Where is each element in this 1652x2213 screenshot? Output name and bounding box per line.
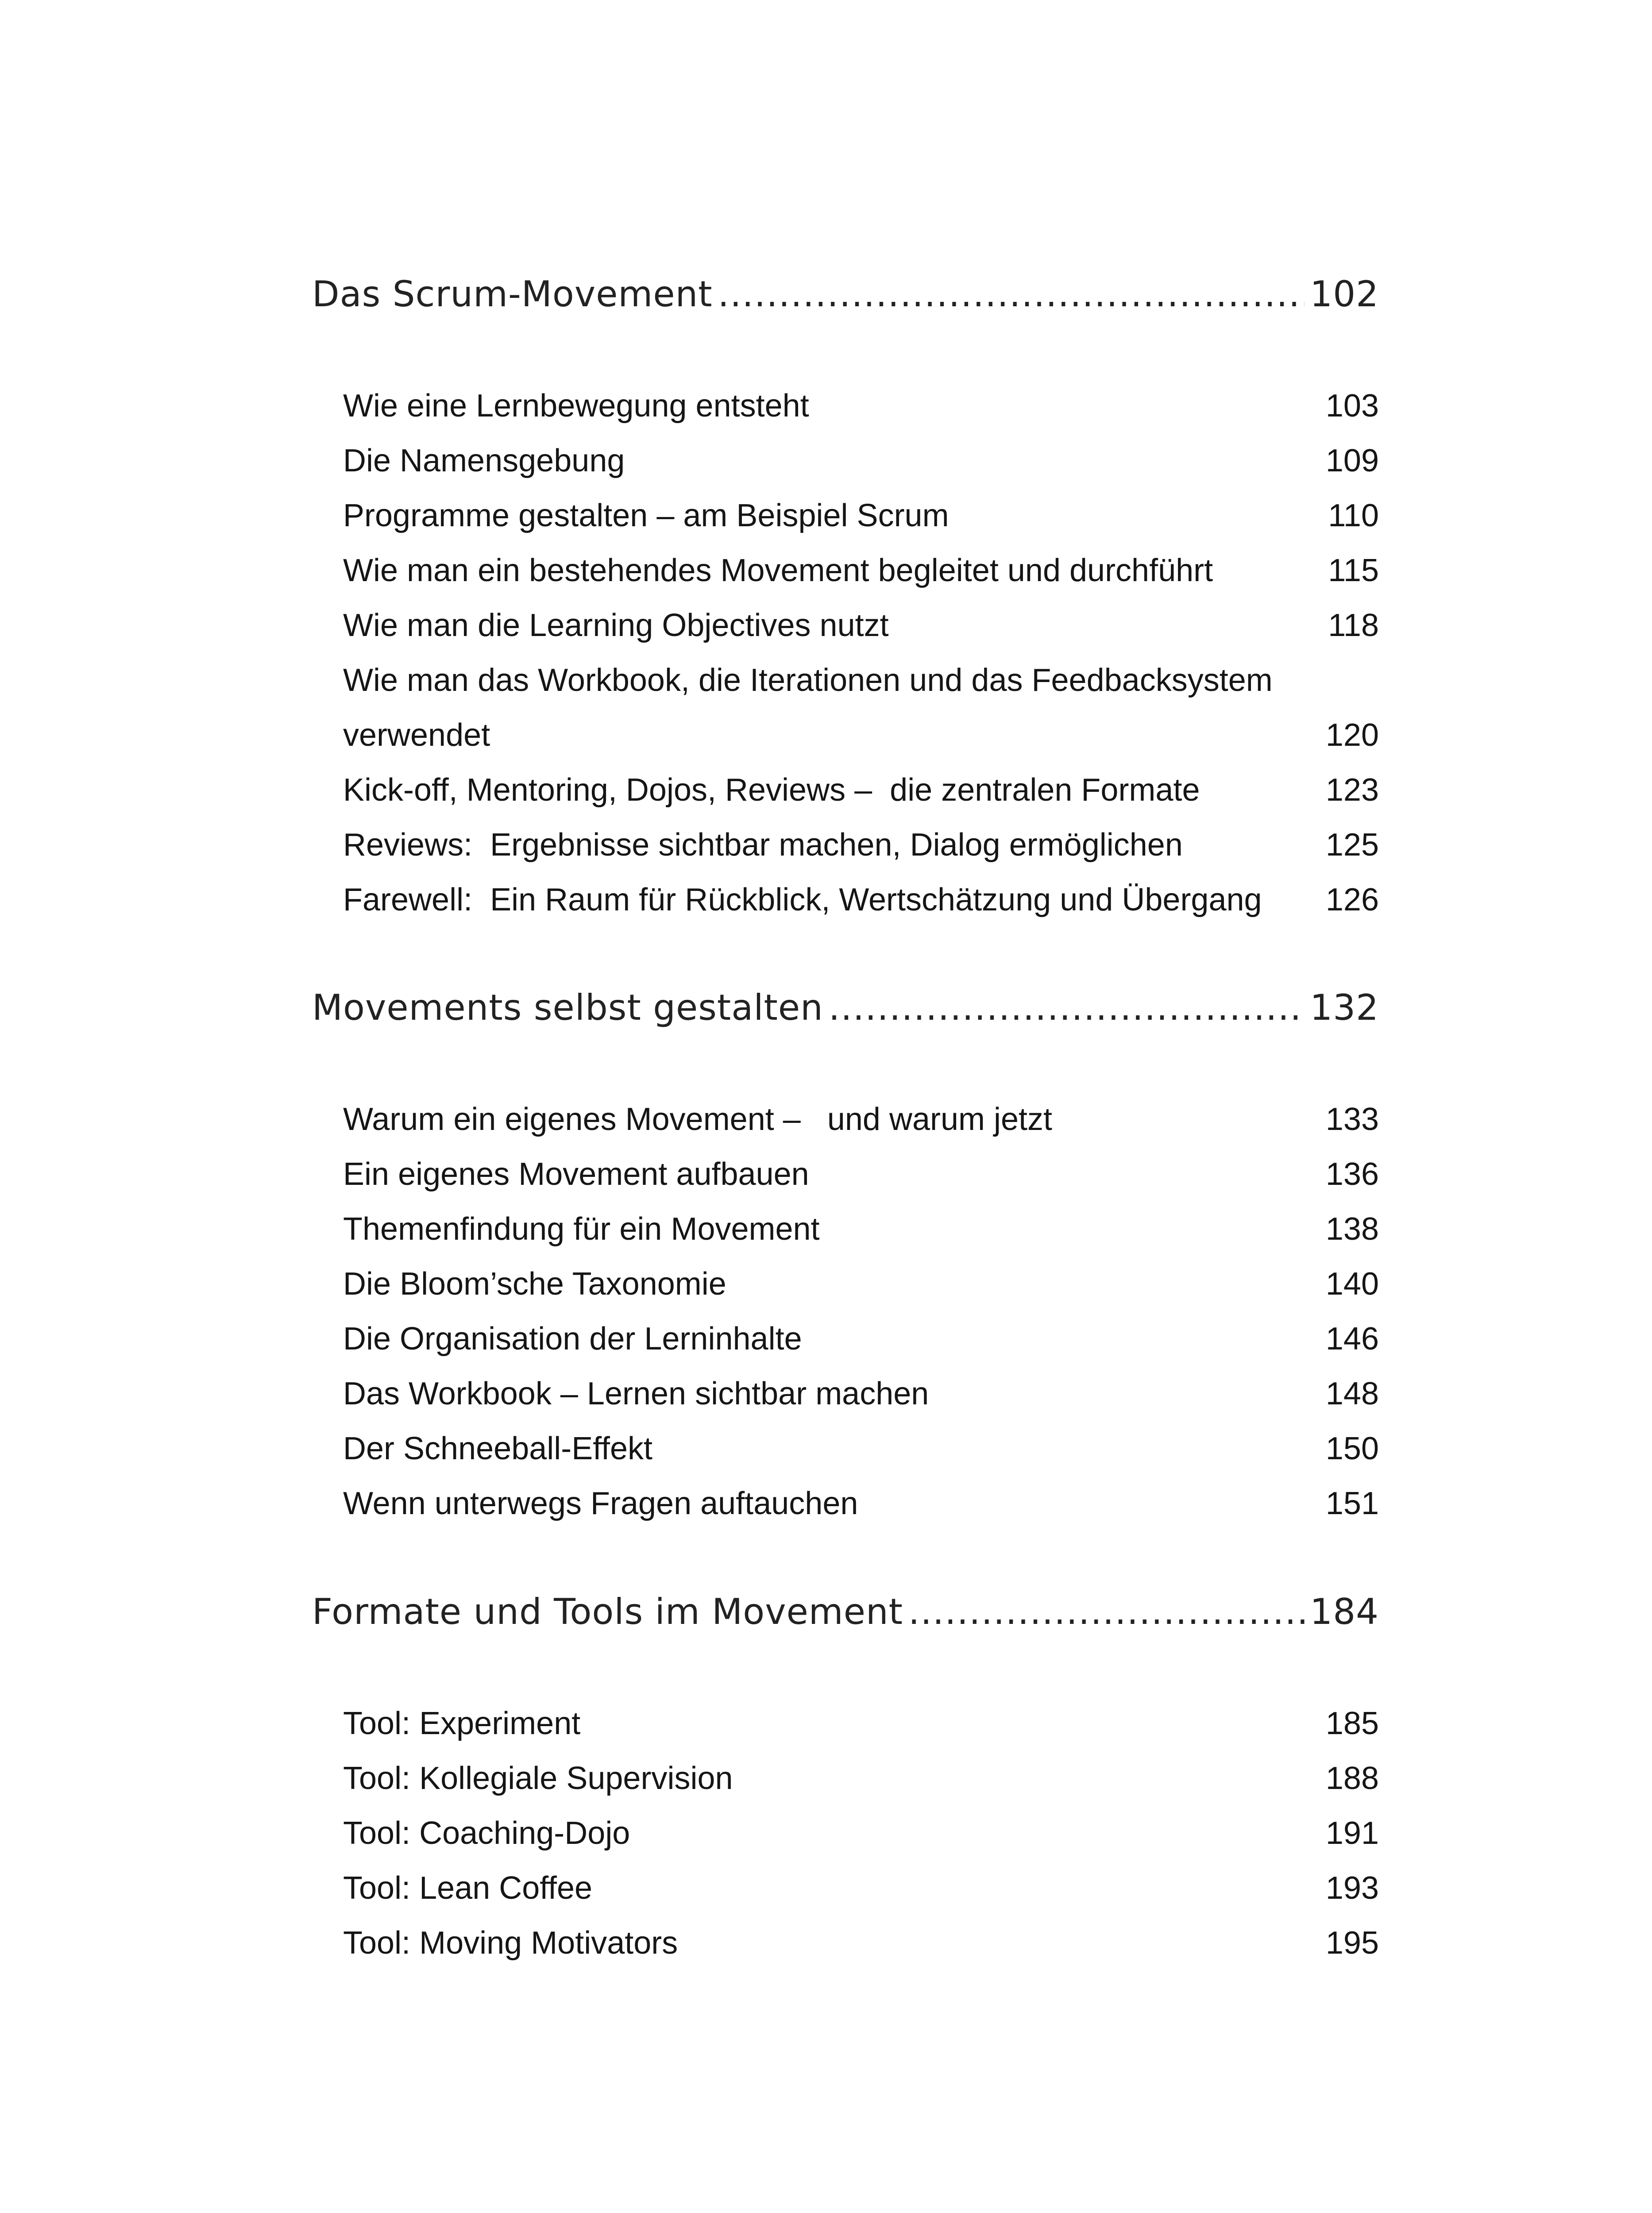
section-title: Formate und Tools im Movement xyxy=(312,1591,903,1632)
entry-page-number: 125 xyxy=(1325,827,1379,863)
entry-title: Tool: Coaching-Dojo xyxy=(343,1816,630,1851)
toc-entry[interactable] xyxy=(343,1366,1379,1421)
entry-page-number: 120 xyxy=(1325,717,1379,753)
entry-page-number: 103 xyxy=(1325,388,1379,424)
toc-entry[interactable] xyxy=(343,1147,1379,1202)
entry-page-number: 151 xyxy=(1325,1486,1379,1521)
toc-entry[interactable] xyxy=(343,653,1379,763)
section-page-number: 132 xyxy=(1310,987,1379,1028)
section-title: Movements selbst gestalten xyxy=(312,987,823,1028)
entry-page-number: 150 xyxy=(1325,1431,1379,1466)
toc-entry[interactable] xyxy=(343,1311,1379,1366)
entry-page-number: 188 xyxy=(1325,1761,1379,1796)
toc-section-movements-selbst-gestalten xyxy=(312,979,1379,1521)
section-entries xyxy=(343,1092,1379,1531)
entry-title: Wie man die Learning Objectives nutzt xyxy=(343,608,889,643)
toc-entry[interactable] xyxy=(343,872,1379,927)
toc-entry[interactable] xyxy=(343,1421,1379,1476)
section-page-number: 184 xyxy=(1310,1591,1379,1632)
toc-entry[interactable] xyxy=(343,763,1379,817)
toc-entry[interactable] xyxy=(343,1476,1379,1531)
entry-page-number: 140 xyxy=(1325,1266,1379,1302)
toc-section-formate-und-tools xyxy=(312,1583,1379,1961)
section-heading[interactable] xyxy=(312,1583,1379,1641)
entry-title: Wenn unterwegs Fragen auftauchen xyxy=(343,1486,858,1521)
section-entries xyxy=(343,1696,1379,1970)
entry-page-number: 146 xyxy=(1325,1321,1379,1357)
entry-title: Programme gestalten – am Beispiel Scrum xyxy=(343,498,949,533)
entry-title: Tool: Lean Coffee xyxy=(343,1870,593,1906)
entry-title: Farewell: Ein Raum für Rückblick, Wertschätzung und Übergang xyxy=(343,882,1262,918)
entry-title: Warum ein eigenes Movement – und warum jetzt xyxy=(343,1102,1053,1137)
section-page-number: 102 xyxy=(1310,274,1379,315)
entry-title: Themenfindung für ein Movement xyxy=(343,1211,820,1247)
toc-entry[interactable] xyxy=(343,1751,1379,1806)
section-heading[interactable] xyxy=(312,979,1379,1037)
entry-title-line-1: Wie man das Workbook, die Iterationen und das Feedbacksystem xyxy=(343,663,1273,698)
entry-title: Tool: Experiment xyxy=(343,1706,581,1741)
dot-leader xyxy=(718,266,1305,323)
entry-title-line-2: verwendet xyxy=(343,717,490,753)
entry-title: Die Organisation der Lerninhalte xyxy=(343,1321,802,1357)
toc-entry[interactable] xyxy=(343,1806,1379,1861)
entry-page-number: 195 xyxy=(1325,1925,1379,1961)
section-heading[interactable] xyxy=(312,266,1379,323)
dot-leader xyxy=(908,1583,1305,1641)
toc-entry[interactable] xyxy=(343,433,1379,488)
dot-leader xyxy=(829,979,1305,1037)
toc-section-scrum-movement xyxy=(312,266,1379,918)
section-entries xyxy=(343,378,1379,927)
toc-entry[interactable] xyxy=(343,817,1379,872)
entry-page-number: 118 xyxy=(1328,608,1379,643)
entry-title: Die Bloom’sche Taxonomie xyxy=(343,1266,726,1302)
entry-title: Tool: Moving Motivators xyxy=(343,1925,678,1961)
entry-page-number: 115 xyxy=(1328,553,1379,588)
entry-page-number: 126 xyxy=(1325,882,1379,918)
toc-entry[interactable] xyxy=(343,543,1379,598)
entry-title: Ein eigenes Movement aufbauen xyxy=(343,1157,809,1192)
toc-entry[interactable] xyxy=(343,1696,1379,1751)
toc-entry[interactable] xyxy=(343,1257,1379,1311)
entry-page-number: 185 xyxy=(1325,1706,1379,1741)
entry-page-number: 138 xyxy=(1325,1211,1379,1247)
entry-page-number: 110 xyxy=(1328,498,1379,533)
entry-page-number: 133 xyxy=(1325,1102,1379,1137)
entry-page-number: 109 xyxy=(1325,443,1379,478)
entry-title: Reviews: Ergebnisse sichtbar machen, Dialog ermöglichen xyxy=(343,827,1183,863)
entry-title: Wie man ein bestehendes Movement begleitet und durchführt xyxy=(343,553,1213,588)
entry-page-number: 148 xyxy=(1325,1376,1379,1411)
entry-title: Das Workbook – Lernen sichtbar machen xyxy=(343,1376,929,1411)
entry-title: Der Schneeball-Effekt xyxy=(343,1431,653,1466)
toc-entry[interactable] xyxy=(343,1092,1379,1147)
entry-page-number: 191 xyxy=(1325,1816,1379,1851)
toc-entry[interactable] xyxy=(343,378,1379,433)
toc-entry[interactable] xyxy=(343,1861,1379,1916)
entry-title: Wie eine Lernbewegung entsteht xyxy=(343,388,809,424)
toc-entry[interactable] xyxy=(343,1916,1379,1970)
toc-entry[interactable] xyxy=(343,1202,1379,1257)
entry-page-number: 136 xyxy=(1325,1157,1379,1192)
entry-title: Tool: Kollegiale Supervision xyxy=(343,1761,733,1796)
toc-entry[interactable] xyxy=(343,488,1379,543)
entry-title: Kick-off, Mentoring, Dojos, Reviews – die zentralen Formate xyxy=(343,772,1200,808)
section-title: Das Scrum-Movement xyxy=(312,274,713,315)
entry-title: Die Namensgebung xyxy=(343,443,625,478)
entry-page-number: 123 xyxy=(1325,772,1379,808)
entry-page-number: 193 xyxy=(1325,1870,1379,1906)
toc-entry[interactable] xyxy=(343,598,1379,653)
